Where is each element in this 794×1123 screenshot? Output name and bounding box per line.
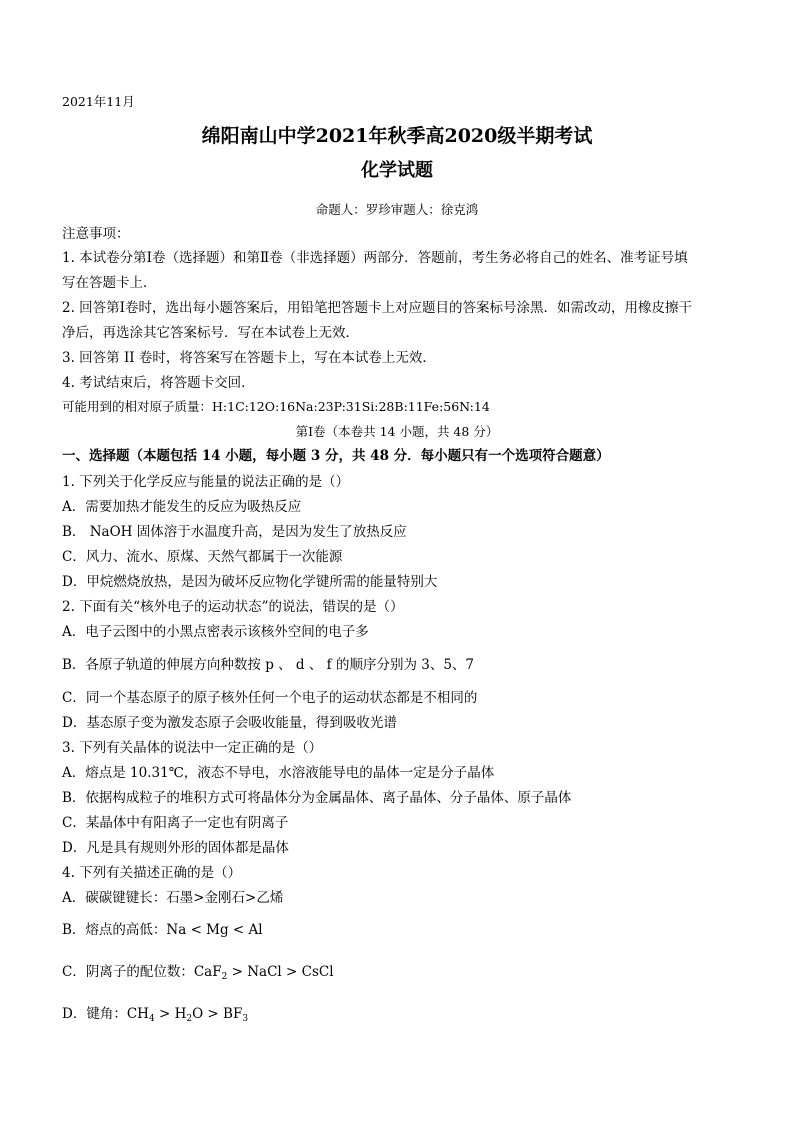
q3-option-b: B．依据构成粒子的堆积方式可将晶体分为金属晶体、离子晶体、分子晶体、原子晶体 bbox=[62, 790, 572, 806]
note-2-line-2: 净后，再选涂其它答案标号．写在本试卷上无效． bbox=[62, 325, 359, 341]
note-3: 3. 回答第 II 卷时，将答案写在答题卡上，写在本试卷上无效． bbox=[62, 350, 436, 366]
q1-stem: 1. 下列关于化学反应与能量的说法正确的是（） bbox=[62, 474, 350, 490]
formula-caf: CaF bbox=[193, 964, 222, 980]
atomic-masses: 可能用到的相对原子质量：H:1C:12O:16Na:23P:31Si:28B:11Fe:56N:14 bbox=[62, 399, 490, 414]
q4-option-d-label: D．键角： bbox=[62, 1006, 127, 1022]
q4-option-d bbox=[62, 1006, 248, 1022]
section-heading: 一、选择题（本题包括 14 小题，每小题 3 分，共 48 分．每小题只有一个选项符合题意） bbox=[62, 448, 610, 464]
q3-stem: 3. 下列有关晶体的说法中一定正确的是（） bbox=[62, 740, 323, 756]
exam-title: 绵阳南山中学2021年秋季高2020级半期考试 bbox=[201, 125, 593, 147]
q4-option-b bbox=[62, 922, 263, 938]
q3-option-a: A．熔点是 10.31℃，液态不导电，水溶液能导电的晶体一定是分子晶体 bbox=[62, 765, 495, 781]
formula-ch: CH bbox=[126, 1006, 149, 1022]
q2-stem: 2. 下面有关“核外电子的运动状态”的说法，错误的是（） bbox=[62, 599, 404, 615]
q4-option-a: A．碳碳键键长：石墨>金刚石>乙烯 bbox=[62, 890, 284, 906]
q3-option-c: C．某晶体中有阳离子一定也有阴离子 bbox=[62, 815, 289, 831]
q1-option-a: A．需要加热才能发生的反应为吸热反应 bbox=[62, 499, 302, 515]
q2-option-a: A．电子云图中的小黑点密表示该核外空间的电子多 bbox=[62, 624, 369, 640]
note-1-line-2: 写在答题卡上． bbox=[62, 275, 157, 291]
formula-h: > H bbox=[154, 1006, 187, 1022]
q2-option-d: D．基态原子变为激发态原子会吸收能量，得到吸收光谱 bbox=[62, 715, 397, 731]
note-2-line-1: 2. 回答第Ⅰ卷时，选出每小题答案后，用铅笔把答题卡上对应题目的答案标号涂黑．如需改动，用橡皮擦干 bbox=[62, 300, 693, 316]
exam-subtitle: 化学试题 bbox=[361, 160, 433, 181]
q4-stem: 4. 下列有关描述正确的是（） bbox=[62, 865, 242, 881]
exam-date: 2021年11月 bbox=[62, 94, 135, 109]
part1-heading: 第Ⅰ卷（本卷共 14 小题，共 48 分） bbox=[295, 424, 499, 439]
formula-o-bf: O > BF bbox=[192, 1006, 243, 1022]
q1-option-d: D．甲烷燃烧放热，是因为破坏反应物化学键所需的能量特别大 bbox=[62, 574, 438, 590]
q1-option-b: B． NaOH 固体溶于水温度升高，是因为发生了放热反应 bbox=[62, 524, 407, 540]
notes-heading: 注意事项： bbox=[62, 226, 130, 242]
subscript: 3 bbox=[242, 1014, 249, 1024]
note-1-line-1: 1. 本试卷分第Ⅰ卷（选择题）和第Ⅱ卷（非选择题）两部分．答题前，考生务必将自己的姓名、准考证号填 bbox=[62, 250, 688, 266]
q3-option-d: D．凡是具有规则外形的固体都是晶体 bbox=[62, 840, 289, 856]
q2-option-b: B．各原子轨道的伸展方向种数按 p 、 d 、 f 的顺序分别为 3、5、7 bbox=[62, 657, 475, 673]
q4-option-b-expression: Na < Mg < Al bbox=[166, 922, 263, 938]
exam-authors: 命题人：罗珍审题人：徐克鸿 bbox=[315, 202, 479, 217]
q2-option-c: C．同一个基态原子的原子核外任何一个电子的运动状态都是不相同的 bbox=[62, 690, 478, 706]
subscript: 2 bbox=[186, 1014, 193, 1024]
q4-option-b-label: B．熔点的高低： bbox=[62, 922, 167, 938]
q1-option-c: C．风力、流水、原煤、天然气都属于一次能源 bbox=[62, 549, 343, 565]
subscript: 4 bbox=[148, 1014, 155, 1024]
q4-option-c bbox=[62, 964, 334, 980]
note-4: 4. 考试结束后，将答题卡交回． bbox=[62, 375, 255, 391]
subscript: 2 bbox=[221, 972, 228, 982]
q4-option-c-label: C．阴离子的配位数： bbox=[62, 964, 194, 980]
formula-rest: > NaCl > CsCl bbox=[227, 964, 334, 980]
